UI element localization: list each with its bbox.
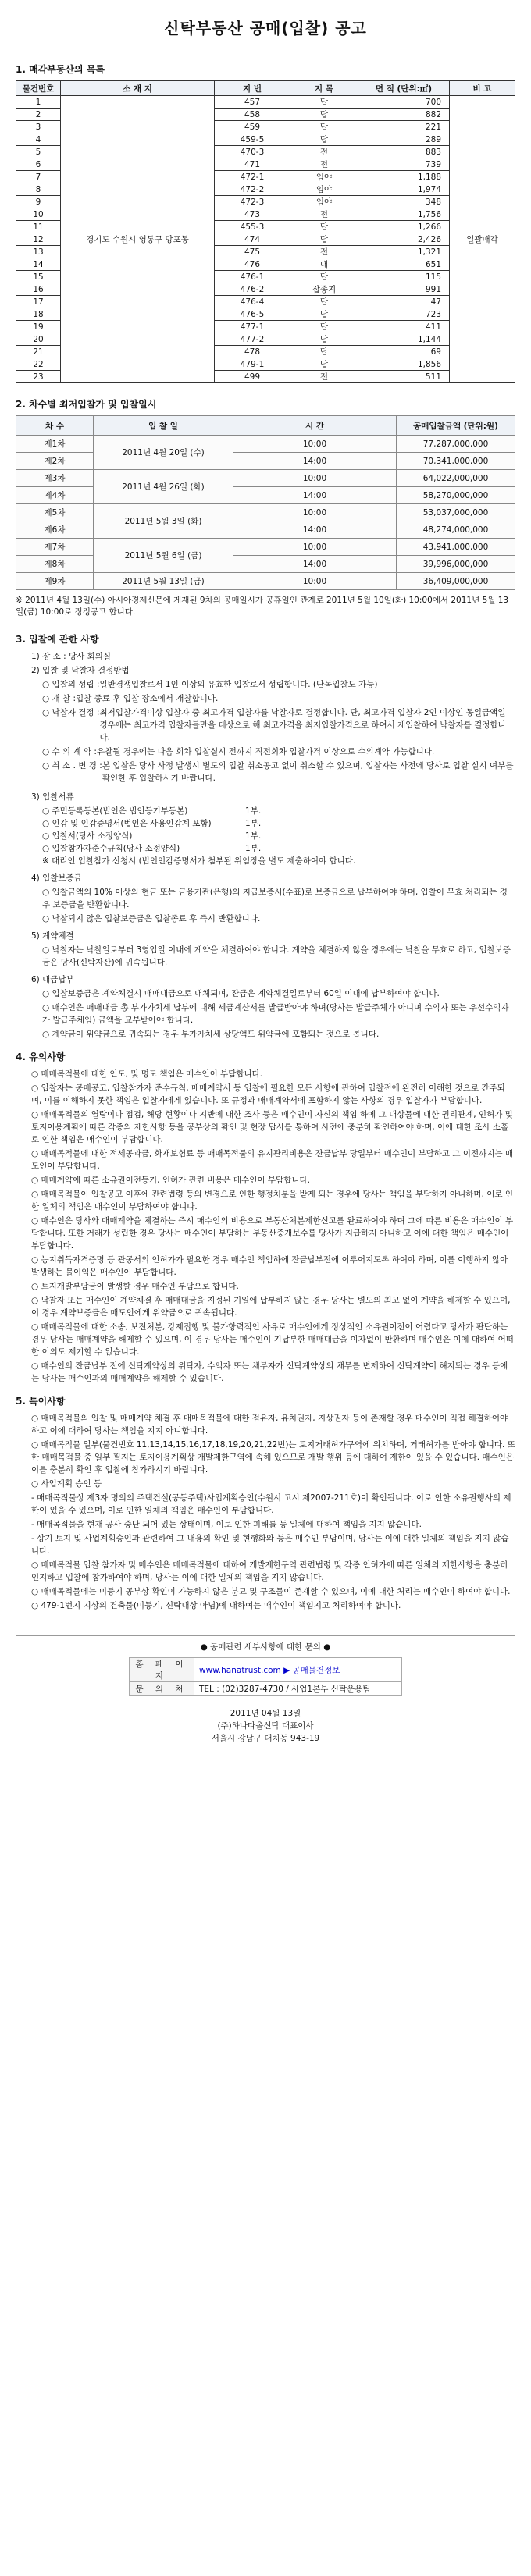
amount-cell: 77,287,000,000 [397, 436, 515, 453]
caution-item [31, 1321, 515, 1358]
bid-date-cell: 2011년 5월 6일 (금) [94, 539, 233, 573]
caution-item-text: ○ 매수인은 당사와 매매계약을 체결하는 즉시 매수인의 비용으로 부동산처분제한신고를 완료하여야 하며 그에 따른 비용은 매수인이 부담합니다. 또한 거래가 성립한 경우 당사는 매수인이 부담하는 부동산중개보수를 당사가 지급하지 아니하고 이에 대한 책임은 매수인이 부담합니다. [31, 1216, 514, 1251]
item-no-cell: 9 [16, 196, 61, 208]
area-cell: 700 [358, 96, 450, 109]
item-no-cell: 8 [16, 183, 61, 196]
method-item-text: 본 입찰은 당사 사정 발생시 별도의 입찰 취소공고 없이 취소할 수 있으며, 입찰자는 사전에 당사로 입찰 실시 여부를 확인한 후 입찰하시기 바랍니다. [102, 761, 514, 783]
bid-place [31, 650, 515, 663]
method-item-text: 최저입찰가격이상 입찰자 중 최고가격 입찰자를 낙찰자로 결정합니다. 단, 최고가격 입찰자 2인 이상인 동일금액일 경우에는 최고가격 입찰자들만을 대상으로 해 최고가격을 최저입찰가격으로 하여서 재입찰하여 낙찰자를 결정합니다. [99, 708, 506, 742]
area-cell: 723 [358, 308, 450, 321]
area-cell: 47 [358, 296, 450, 308]
company-name: (주)하나다올신탁 대표이사 [217, 1721, 314, 1731]
lot-no-cell: 476 [215, 258, 290, 271]
location-cell: 경기도 수원시 영통구 망포동 [61, 96, 215, 383]
method-item-text: 입찰 종료 후 입찰 장소에서 개찰합니다. [76, 694, 219, 703]
land-type-cell: 답 [290, 358, 358, 371]
section5-heading: 5. 특이사항 [16, 1396, 66, 1407]
round-cell: 제2차 [16, 453, 94, 470]
item-no-cell: 14 [16, 258, 61, 271]
doc-item-count: 1부. [245, 806, 262, 816]
method-item [42, 760, 515, 785]
remark-cell: 일괄매각 [450, 96, 515, 383]
item-no-cell: 1 [16, 96, 61, 109]
payment-item-text: ○ 매수인은 매매대금 총 부가가치세 납부에 대해 세금계산서를 발급받아야 하며(당사는 발급주체가 아니며 수익자 또는 우선수익자가 발급주체임) 금액을 교부받아야 합니다. [42, 1003, 509, 1025]
method-item-label: ○ 개 찰 : [42, 694, 76, 703]
company-address: 서울시 강남구 대치동 943-19 [211, 1734, 320, 1743]
area-cell: 739 [358, 158, 450, 171]
item-no-cell: 17 [16, 296, 61, 308]
land-type-cell: 답 [290, 121, 358, 133]
caution-item-text: ○ 매매목적물이 입찰공고 이후에 관련법령 등의 변경으로 인한 행정처분을 받게 되는 경우에 당사는 책임을 부담하지 아니하며, 이로 인한 일체의 책임은 매수인이 부담하여야 합니다. [31, 1190, 513, 1212]
lot-no-cell: 499 [215, 371, 290, 383]
header-time: 시 간 [233, 416, 397, 436]
area-cell: 511 [358, 371, 450, 383]
caution-item-text: ○ 매매목적물에 대한 인도, 및 명도 책임은 매수인이 부담합니다. [31, 1069, 263, 1079]
lot-no-cell: 477-2 [215, 333, 290, 346]
section2-heading: 2. 차수별 최저입찰가 및 입찰일시 [16, 399, 157, 410]
doc-item-name: ○ 입찰서(당사 소정양식) [42, 831, 133, 841]
special-item [31, 1599, 515, 1612]
area-cell: 289 [358, 133, 450, 146]
method-item-label: ○ 입찰의 성립 : [42, 680, 100, 689]
inquiry-table [129, 1657, 402, 1696]
land-type-cell: 전 [290, 246, 358, 258]
caution-item-text: ○ 매매계약에 따른 소유권이전등기, 인허가 관련 비용은 매수인이 부담합니다. [31, 1176, 310, 1185]
notice-page [16, 0, 515, 1745]
time-cell: 10:00 [233, 470, 397, 487]
lot-no-cell: 478 [215, 346, 290, 358]
section1-heading: 1. 매각부동산의 목록 [16, 64, 105, 75]
caution-item-text: ○ 매매목적물의 열람이나 점검, 해당 현황이나 지반에 대한 조사 등은 매수인이 자신의 책임 하에 그 대상물에 대한 권리관계, 인허가 및 토지이용계획에 따른 각종의 제한사항 등을 공부상의 확인 및 현장 답사를 통하여 사전에 충분히 확인하여야 하며, 이에 대한 조사 소홀로 인한 책임은 매수인이 부담합니다. [31, 1110, 513, 1144]
table-row [16, 504, 515, 521]
amount-cell: 58,270,000,000 [397, 487, 515, 504]
doc-item-name: ○ 인감 및 인감증명서(법인은 사용인감계 포함) [42, 819, 212, 828]
notice-date: 2011년 04월 13일 [230, 1709, 301, 1718]
special-item-text: ○ 사업계획 승인 등 [31, 1479, 102, 1489]
caution-item-text: ○ 입찰자는 공매공고, 입찰참가자 준수규칙, 매매계약서 등 입찰에 필요한 모든 사항에 관하여 입찰전에 완전히 이해한 것으로 간주되며, 이를 이해하지 못한 책임은 입찰자에게 있습니다. 또 규정과 매매계약서에 포함하지 않는 사항의 경우 입찰자가 부담합니다. [31, 1083, 505, 1105]
inquiry-row-homepage [130, 1658, 402, 1682]
area-cell: 221 [358, 121, 450, 133]
amount-cell: 43,941,000,000 [397, 539, 515, 556]
caution-item-text: ○ 토지개발부담금이 발생할 경우 매수인 부담으로 합니다. [31, 1282, 239, 1291]
land-type-cell: 잡종지 [290, 283, 358, 296]
item-no-cell: 12 [16, 233, 61, 246]
header-land-type: 지 목 [290, 81, 358, 96]
method-item [42, 678, 515, 691]
item-no-cell: 13 [16, 246, 61, 258]
caution-item [31, 1147, 515, 1172]
schedule-table-header [16, 416, 515, 436]
method-item-label: ○ 낙찰자 결정 : [42, 708, 100, 717]
caution-list [16, 1068, 515, 1385]
item-no-cell: 6 [16, 158, 61, 171]
lot-no-cell: 459 [215, 121, 290, 133]
time-cell: 14:00 [233, 556, 397, 573]
area-cell: 1,188 [358, 171, 450, 183]
area-cell: 1,756 [358, 208, 450, 221]
header-item-no: 물건번호 [16, 81, 61, 96]
caution-item [31, 1108, 515, 1146]
item-no-cell: 20 [16, 333, 61, 346]
lot-no-cell: 459-5 [215, 133, 290, 146]
area-cell: 1,144 [358, 333, 450, 346]
bid-date-cell: 2011년 4월 26일 (화) [94, 470, 233, 504]
caution-item-text: ○ 농지취득자격증명 등 관공서의 인허가가 필요한 경우 매수인 책임하에 잔금납부전에 이루어지도록 하여야 하며, 이를 이행하지 않아 발생하는 불이익은 매수인이 부담합니다. [31, 1255, 508, 1277]
round-cell: 제8차 [16, 556, 94, 573]
amount-cell: 48,274,000,000 [397, 521, 515, 539]
method-item [42, 706, 515, 744]
area-cell: 411 [358, 321, 450, 333]
doc-item-name: ○ 주민등록등본(법인은 법인등기부등본) [42, 806, 188, 816]
caution-item-text: ○ 낙찰자 또는 매수인이 계약체결 후 매매대금을 지정된 기일에 납부하지 않는 경우 당사는 별도의 최고 없이 계약을 해제할 수 있으며, 이 경우 계약보증금은 매도인에게 위약금으로 귀속됩니다. [31, 1296, 511, 1318]
area-cell: 348 [358, 196, 450, 208]
contact-value: TEL : (02)3287-4730 / 사업1본부 신탁운용팀 [194, 1682, 402, 1696]
caution-item [31, 1174, 515, 1187]
land-type-cell: 답 [290, 96, 358, 109]
special-item-text: - 상기 토지 및 사업계획승인과 관련하여 그 내용의 확인 및 현행화와 등은 매수인 부담이며, 당사는 이에 대한 일체의 책임을 지지 않습니다. [31, 1534, 509, 1556]
payment-list [16, 987, 515, 1041]
special-item [31, 1585, 515, 1598]
deposit-item-text: ○ 낙찰되지 않은 입찰보증금은 입찰종료 후 즉시 반환합니다. [42, 914, 261, 923]
special-item [31, 1492, 515, 1517]
item-no-cell: 23 [16, 371, 61, 383]
land-type-cell: 전 [290, 146, 358, 158]
area-cell: 2,426 [358, 233, 450, 246]
area-cell: 1,266 [358, 221, 450, 233]
land-type-cell: 답 [290, 233, 358, 246]
land-type-cell: 전 [290, 208, 358, 221]
schedule-table-body [16, 436, 515, 590]
method-item [42, 745, 515, 758]
area-cell: 1,856 [358, 358, 450, 371]
method-item-text: 일반경쟁입찰로서 1인 이상의 유효한 입찰로서 성립합니다. (단독입찰도 가능) [99, 680, 378, 689]
caution-item [31, 1188, 515, 1213]
table-row [16, 539, 515, 556]
header-bid-date: 입 찰 일 [94, 416, 233, 436]
deposit-item [42, 913, 515, 925]
bid-date-cell: 2011년 5월 3일 (화) [94, 504, 233, 539]
round-cell: 제6차 [16, 521, 94, 539]
header-area: 면 적 (단위:㎡) [358, 81, 450, 96]
item-no-cell: 3 [16, 121, 61, 133]
item-no-cell: 21 [16, 346, 61, 358]
land-type-cell: 답 [290, 346, 358, 358]
land-type-cell: 답 [290, 221, 358, 233]
homepage-link[interactable]: www.hanatrust.com ▶ 공매물건정보 [194, 1658, 402, 1682]
time-cell: 14:00 [233, 521, 397, 539]
docs-list [16, 805, 515, 855]
caution-item-text: ○ 매매목적물에 대한 소송, 보전처분, 강제집행 및 불가항력적인 사유로 매수인에게 정상적인 소유권이전이 어렵다고 당사가 판단하는 경우 당사는 매매계약을 해제할 수 있으며, 이 경우 당사는 매수인이 기납부한 매매대금을 이자없이 반환하며 매수인은 이에 대하여 어떠한 이의도 제기할 수 없습니다. [31, 1322, 514, 1357]
bid-schedule-table [16, 415, 515, 590]
payment-item [42, 1002, 515, 1026]
special-item [31, 1559, 515, 1584]
method-item-text: 유찰될 경우에는 다음 회차 입찰실시 전까지 직전회차 입찰가격 이상으로 수의계약 가능합니다. [96, 747, 435, 756]
item-no-cell: 22 [16, 358, 61, 371]
special-item-text: ○ 매매목적물 일부(물건번호 11,13,14,15,16,17,18,19,20,21,22번)는 토지거래허가구역에 위치하며, 거래허가를 받아야 합니다. 또한 매매목적물 중 일부 필지는 토지이용계획상 개발제한구역에 속해 있으므로 개발 행위 등에 대하여 제한이 있을 수 있습니다. 매수인은 이를 충분히 확인 후 입찰에 참가하시기 바랍니다. [31, 1440, 515, 1475]
docs-label: 3) 입찰서류 [31, 792, 74, 802]
payment-item [42, 1028, 515, 1041]
bid-date-cell: 2011년 5월 13일 (금) [94, 573, 233, 590]
area-cell: 991 [358, 283, 450, 296]
amount-cell: 70,341,000,000 [397, 453, 515, 470]
payment-label: 6) 대금납부 [31, 975, 74, 984]
lot-no-cell: 458 [215, 109, 290, 121]
special-item-text: - 매매목적물상 제3자 명의의 주택건설(공동주택)사업계획승인(수원시 고시 제2007-211호)이 확인됩니다. 이로 인한 소유권행사의 제한이 있을 수 있으며, 이로 인한 일체의 책임은 매수인이 부담합니다. [31, 1493, 511, 1515]
method-item-label: ○ 수 의 계 약 : [42, 747, 97, 756]
doc-item-count: 1부. [245, 844, 262, 853]
lot-no-cell: 476-2 [215, 283, 290, 296]
time-cell: 10:00 [233, 539, 397, 556]
special-item-text: ○ 매매목적물에는 미등기 공부상 확인이 가능하지 않은 분묘 및 구조물이 존재할 수 있으며, 이에 대한 처리는 매수인이 하여야 합니다. [31, 1587, 511, 1596]
payment-item-text: ○ 계약금이 위약금으로 귀속되는 경우 부가가치세 상당액도 위약금에 포함되는 것으로 봅니다. [42, 1030, 380, 1039]
special-item [31, 1439, 515, 1476]
lot-no-cell: 477-1 [215, 321, 290, 333]
special-item-text: ○ 매매목적물 입찰 참가자 및 매수인은 매매목적물에 대하여 개발제한구역 관련법령 및 각종 인허가에 따른 일체의 제한사항을 충분히 인지하고 입찰에 참가하여야 하며, 당사는 이에 대한 일체의 책임을 지지 않습니다. [31, 1560, 508, 1582]
doc-item [42, 842, 515, 855]
item-no-cell: 2 [16, 109, 61, 121]
caution-item [31, 1280, 515, 1293]
lot-no-cell: 476-5 [215, 308, 290, 321]
land-type-cell: 대 [290, 258, 358, 271]
item-no-cell: 16 [16, 283, 61, 296]
caution-item [31, 1068, 515, 1080]
docs-note: ※ 대리인 입찰참가 신청시 (법인인감증명서가 첨부된 위임장을 별도 제출하여야 합니다. [42, 856, 356, 866]
round-cell: 제5차 [16, 504, 94, 521]
doc-item [42, 805, 515, 817]
land-type-cell: 답 [290, 271, 358, 283]
method-list [16, 678, 515, 785]
land-type-cell: 답 [290, 109, 358, 121]
special-item-text: ○ 매매목적물의 입찰 및 매매계약 체결 후 매매목적물에 대한 점유자, 유치권자, 지상권자 등이 존재할 경우 매수인이 직접 해결하여야 하고 이에 대하여 당사는 책임을 지지 아니합니다. [31, 1414, 508, 1436]
table-row [16, 96, 515, 109]
lot-no-cell: 455-3 [215, 221, 290, 233]
round-cell: 제7차 [16, 539, 94, 556]
round-cell: 제3차 [16, 470, 94, 487]
land-type-cell: 답 [290, 321, 358, 333]
contract-label: 5) 계약체결 [31, 931, 74, 941]
section3-heading: 3. 입찰에 관한 사항 [16, 634, 99, 645]
bid-place-label: 1) 장 소 : [31, 652, 69, 661]
time-cell: 10:00 [233, 504, 397, 521]
contract-item-text: ○ 낙찰자는 낙찰일로부터 3영업일 이내에 계약을 체결하여야 합니다. 계약을 체결하지 않을 경우에는 낙찰을 무효로 하고, 입찰보증금은 당사(신탁자산)에 귀속됩니다. [42, 945, 511, 967]
area-cell: 1,321 [358, 246, 450, 258]
amount-cell: 36,409,000,000 [397, 573, 515, 590]
area-cell: 882 [358, 109, 450, 121]
caution-item [31, 1215, 515, 1252]
lot-no-cell: 474 [215, 233, 290, 246]
table-row [16, 470, 515, 487]
inquiry-row-contact [130, 1682, 402, 1696]
table-row [16, 573, 515, 590]
footer [16, 1635, 515, 1745]
special-item-text: ○ 479-1번지 지상의 건축물(미등기, 신탁대상 아님)에 대하여는 매수인이 책임지고 처리하여야 합니다. [31, 1601, 401, 1610]
round-cell: 제1차 [16, 436, 94, 453]
header-round: 차 수 [16, 416, 94, 436]
special-list [16, 1412, 515, 1612]
amount-cell: 39,996,000,000 [397, 556, 515, 573]
land-type-cell: 답 [290, 133, 358, 146]
header-amount: 공매입찰금액 (단위:원) [397, 416, 515, 436]
caution-item [31, 1360, 515, 1385]
special-item [31, 1518, 515, 1531]
page-title: 신탁부동산 공매(입찰) 공고 [164, 19, 367, 37]
doc-item [42, 817, 515, 830]
caution-item [31, 1254, 515, 1279]
table-row [16, 556, 515, 573]
deposit-label: 4) 입찰보증금 [31, 873, 82, 883]
item-no-cell: 10 [16, 208, 61, 221]
time-cell: 10:00 [233, 573, 397, 590]
deposit-item-text: ○ 입찰금액의 10% 이상의 현금 또는 금융기관(은행)의 지급보증서(수표)로 보증금으로 납부하여야 하며, 입찰이 무효 처리되는 경우 보증금을 반환합니다. [42, 888, 508, 909]
lot-no-cell: 472-3 [215, 196, 290, 208]
lot-no-cell: 472-2 [215, 183, 290, 196]
time-cell: 10:00 [233, 436, 397, 453]
method-item [42, 692, 515, 705]
doc-item-count: 1부. [245, 819, 262, 828]
property-table-header [16, 81, 515, 96]
table-row [16, 453, 515, 470]
item-no-cell: 15 [16, 271, 61, 283]
lot-no-cell: 471 [215, 158, 290, 171]
payment-item-text: ○ 입찰보증금은 계약체결시 매매대금으로 대체되며, 잔금은 계약체결일로부터 60일 이내에 납부하여야 합니다. [42, 989, 440, 998]
lot-no-cell: 457 [215, 96, 290, 109]
method-label: 2) 입찰 및 낙찰자 결정방법 [31, 666, 130, 675]
special-item [31, 1412, 515, 1437]
bid-place-value: 당사 회의실 [68, 652, 112, 661]
land-type-cell: 답 [290, 308, 358, 321]
property-list-table [16, 80, 515, 383]
area-cell: 883 [358, 146, 450, 158]
table-row [16, 436, 515, 453]
header-location: 소 재 지 [61, 81, 215, 96]
area-cell: 1,974 [358, 183, 450, 196]
table-row [16, 521, 515, 539]
caution-item-text: ○ 매수인의 잔금납부 전에 신탁계약상의 위탁자, 수익자 또는 채무자가 신탁계약상의 채무를 변제하여 신탁계약이 해지되는 경우 등에는 당사는 매수인과의 매매계약을 해제할 수 있습니다. [31, 1361, 508, 1383]
land-type-cell: 전 [290, 158, 358, 171]
contract-item [42, 944, 515, 969]
special-item-text: - 매매목적물을 현재 공사 중단 되어 있는 상태이며, 이로 인한 피해를 등 일체에 대하여 책임을 지지 않습니다. [31, 1520, 422, 1529]
lot-no-cell: 472-1 [215, 171, 290, 183]
item-no-cell: 18 [16, 308, 61, 321]
property-table-body [16, 96, 515, 383]
item-no-cell: 19 [16, 321, 61, 333]
method-item-label: ○ 취 소 ․ 변 경 : [42, 761, 102, 770]
lot-no-cell: 475 [215, 246, 290, 258]
table-row [16, 487, 515, 504]
land-type-cell: 임야 [290, 196, 358, 208]
lot-no-cell: 479-1 [215, 358, 290, 371]
deposit-list [16, 886, 515, 925]
header-remark: 비 고 [450, 81, 515, 96]
lot-no-cell: 470-3 [215, 146, 290, 158]
item-no-cell: 11 [16, 221, 61, 233]
time-cell: 14:00 [233, 453, 397, 470]
bid-date-cell: 2011년 4월 20일 (수) [94, 436, 233, 470]
homepage-label: 홈 페 이 지 [130, 1658, 194, 1682]
caution-item [31, 1294, 515, 1319]
round-cell: 제9차 [16, 573, 94, 590]
contact-label: 문 의 처 [130, 1682, 194, 1696]
item-no-cell: 4 [16, 133, 61, 146]
lot-no-cell: 476-1 [215, 271, 290, 283]
doc-item-name: ○ 입찰참가자준수규칙(당사 소정양식) [42, 844, 180, 853]
contract-list [16, 944, 515, 969]
special-item [31, 1478, 515, 1490]
schedule-correction-note: ※ 2011년 4월 13일(수) 아시아경제신문에 게재된 9차의 공매일시가 공휴일인 관계로 2011년 5월 10일(화) 10:00에서 2011년 5월 13일(금) 10:00로 정정공고 합니다. [16, 596, 509, 617]
land-type-cell: 답 [290, 333, 358, 346]
inquiry-title: ● 공매관련 세부사항에 대한 문의 ● [200, 1642, 331, 1652]
lot-no-cell: 476-4 [215, 296, 290, 308]
signature-block [16, 1707, 515, 1745]
lot-no-cell: 473 [215, 208, 290, 221]
land-type-cell: 전 [290, 371, 358, 383]
section4-heading: 4. 유의사항 [16, 1051, 66, 1062]
doc-item-count: 1부. [245, 831, 262, 841]
area-cell: 69 [358, 346, 450, 358]
round-cell: 제4차 [16, 487, 94, 504]
amount-cell: 53,037,000,000 [397, 504, 515, 521]
deposit-item [42, 886, 515, 911]
area-cell: 115 [358, 271, 450, 283]
land-type-cell: 답 [290, 296, 358, 308]
caution-item [31, 1082, 515, 1107]
doc-item [42, 830, 515, 842]
caution-item-text: ○ 매매목적물에 대한 적세공과금, 화재보험료 등 매매목적물의 유지관리비용은 잔금납부 당일부터 매수인이 부담하고 그 이전까지는 매도인이 부담합니다. [31, 1149, 514, 1171]
header-lot-no: 지 번 [215, 81, 290, 96]
land-type-cell: 임야 [290, 171, 358, 183]
amount-cell: 64,022,000,000 [397, 470, 515, 487]
payment-item [42, 987, 515, 1000]
time-cell: 14:00 [233, 487, 397, 504]
area-cell: 651 [358, 258, 450, 271]
item-no-cell: 7 [16, 171, 61, 183]
land-type-cell: 임야 [290, 183, 358, 196]
item-no-cell: 5 [16, 146, 61, 158]
special-item [31, 1532, 515, 1557]
